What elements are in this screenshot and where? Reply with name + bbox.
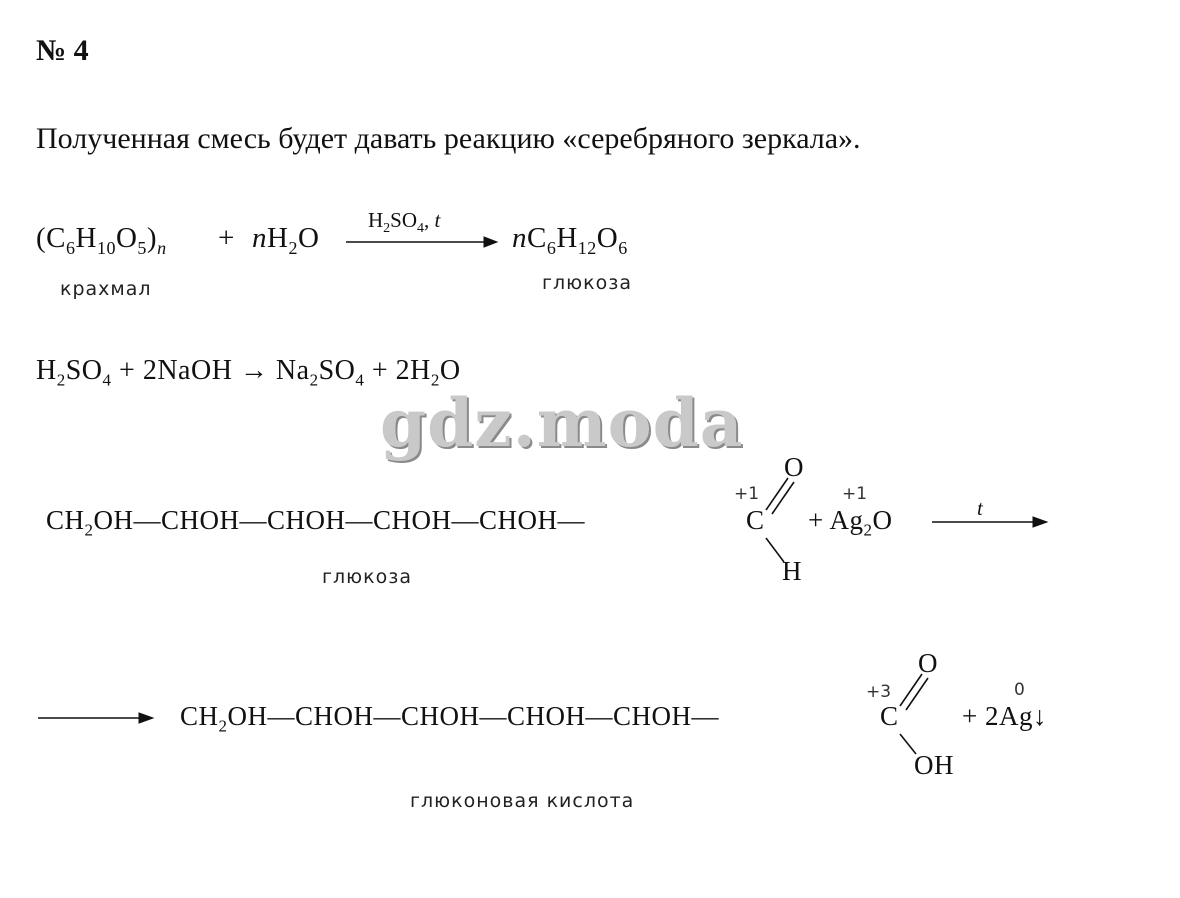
eq4-bonds bbox=[886, 666, 946, 766]
eq1-reactant-water: $nH_2O$ bbox=[252, 222, 320, 258]
eq4-label-gluconic-acid: глюконовая кислота bbox=[410, 790, 635, 812]
eq1-condition: $H_2SO_4$, t bbox=[368, 208, 441, 237]
eq1-reactant-starch: $(C_6H_{10}O_5)_n$ bbox=[36, 222, 167, 258]
eq4-arrow bbox=[36, 710, 158, 726]
eq1-label-starch: крахмал bbox=[60, 278, 152, 300]
eq4-ox-state-c: +3 bbox=[866, 682, 892, 702]
eq3-carbon: C bbox=[746, 505, 765, 535]
eq3-arrow bbox=[930, 514, 1052, 530]
eq3-condition: t bbox=[977, 496, 983, 520]
eq3-bonds bbox=[752, 470, 812, 570]
eq3-oxygen: O bbox=[784, 452, 804, 482]
eq4-carbon: C bbox=[880, 701, 899, 731]
eq1-product-glucose: $nC_6H_{12}O_6$ bbox=[512, 222, 628, 258]
eq3-label-glucose: глюкоза bbox=[322, 566, 412, 588]
eq4-hydroxyl: OH bbox=[914, 750, 954, 780]
eq1-arrow bbox=[344, 234, 504, 250]
eq1-plus: + bbox=[218, 222, 235, 254]
eq3-glucose-chain: $CH_2OH—CHOH—CHOH—CHOH—CHOH—$ bbox=[46, 505, 586, 540]
eq4-gluconic-chain: $CH_2OH—CHOH—CHOH—CHOH—CHOH—$ bbox=[180, 701, 720, 736]
eq4-product-silver: + 2Ag↓ bbox=[962, 701, 1047, 731]
eq3-ox-state-ag: +1 bbox=[842, 484, 868, 504]
watermark-logo: gdz.moda bbox=[380, 384, 744, 462]
eq4-oxygen: O bbox=[918, 648, 938, 678]
eq3-reagent-ag2o: + $Ag_2O$ bbox=[808, 505, 893, 540]
eq4-ox-state-ag: 0 bbox=[1014, 680, 1025, 700]
eq3-hydrogen: H bbox=[782, 556, 802, 586]
eq2-neutralization: $H_2SO_4$ + 2NaOH → $Na_2SO_4 + 2H_2O$ bbox=[36, 355, 461, 390]
eq1-label-glucose: глюкоза bbox=[542, 272, 632, 294]
intro-text: Полученная смесь будет давать реакцию «серебряного зеркала». bbox=[36, 122, 861, 155]
eq3-ox-state-c: +1 bbox=[734, 484, 760, 504]
task-number: № 4 bbox=[36, 34, 89, 67]
